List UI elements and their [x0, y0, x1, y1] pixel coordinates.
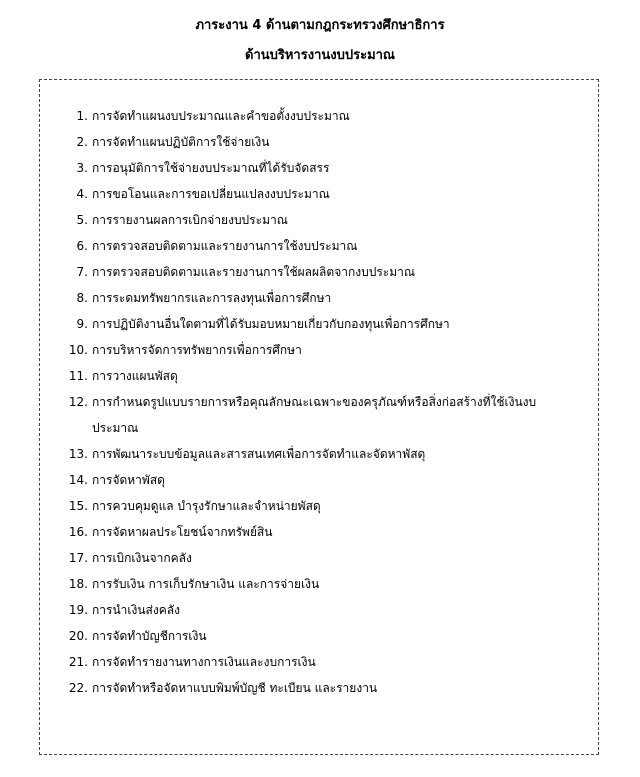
list-item — [60, 207, 580, 233]
item-text: การจัดทำแผนงบประมาณและคำขอตั้งงบประมาณ — [92, 109, 350, 123]
item-text: การอนุมัติการใช้จ่ายงบประมาณที่ได้รับจัดสรร — [92, 161, 330, 175]
list-item — [60, 623, 580, 649]
item-text: การควบคุมดูแล บำรุงรักษาและจำหน่ายพัสดุ — [92, 499, 321, 513]
list-item — [60, 467, 580, 493]
page-title: ภาระงาน 4 ด้านตามกฎกระทรวงศึกษาธิการ — [195, 18, 445, 33]
item-number: 2. — [76, 135, 88, 149]
item-text: การพัฒนาระบบข้อมูลและสารสนเทศเพื่อการจัดทำและจัดหาพัสดุ — [92, 447, 426, 461]
item-text: การจัดหาพัสดุ — [92, 473, 165, 487]
item-number: 20. — [68, 629, 88, 643]
item-text: การกำหนดรูปแบบรายการหรือคุณลักษณะเฉพาะของครุภัณฑ์หรือสิ่งก่อสร้างที่ใช้เงินงบประมาณ — [92, 395, 537, 435]
item-text: การตรวจสอบติดตามและรายงานการใช้งบประมาณ — [92, 239, 358, 253]
list-item — [60, 155, 580, 181]
item-text: การจัดทำแผนปฏิบัติการใช้จ่ายเงิน — [92, 135, 270, 149]
list-item — [60, 181, 580, 207]
list-item — [60, 363, 580, 389]
item-number: 7. — [76, 265, 88, 279]
item-number: 13. — [68, 447, 88, 461]
list-item — [60, 571, 580, 597]
item-number: 11. — [68, 369, 88, 383]
task-list — [60, 103, 580, 701]
list-item — [60, 493, 580, 519]
item-text: การปฏิบัติงานอื่นใดตามที่ได้รับมอบหมายเกี่ยวกับกองทุนเพื่อการศึกษา — [92, 317, 450, 331]
item-number: 19. — [68, 603, 88, 617]
list-item — [60, 649, 580, 675]
item-text: การรายงานผลการเบิกจ่ายงบประมาณ — [92, 213, 288, 227]
item-text: การจัดทำหรือจัดหาแบบพิมพ์บัญชี ทะเบียน และรายงาน — [92, 681, 378, 695]
item-number: 16. — [68, 525, 88, 539]
list-item — [60, 545, 580, 571]
list-item — [60, 129, 580, 155]
item-number: 15. — [68, 499, 88, 513]
list-item — [60, 597, 580, 623]
item-number: 6. — [76, 239, 88, 253]
item-number: 22. — [68, 681, 88, 695]
item-text: การเบิกเงินจากคลัง — [92, 551, 192, 565]
list-item — [60, 233, 580, 259]
list-item — [60, 103, 580, 129]
item-number: 12. — [68, 395, 88, 409]
item-text: การนำเงินส่งคลัง — [92, 603, 180, 617]
item-number: 17. — [68, 551, 88, 565]
list-item — [60, 259, 580, 285]
item-number: 9. — [76, 317, 88, 331]
item-text: การระดมทรัพยากรและการลงทุนเพื่อการศึกษา — [92, 291, 332, 305]
item-number: 5. — [76, 213, 88, 227]
item-number: 18. — [68, 577, 88, 591]
item-number: 10. — [68, 343, 88, 357]
item-text: การวางแผนพัสดุ — [92, 369, 178, 383]
item-number: 1. — [76, 109, 88, 123]
item-number: 3. — [76, 161, 88, 175]
item-text: การจัดทำบัญชีการเงิน — [92, 629, 207, 643]
item-number: 8. — [76, 291, 88, 305]
list-item — [60, 389, 580, 441]
list-item — [60, 519, 580, 545]
list-item — [60, 311, 580, 337]
list-item — [60, 675, 580, 701]
item-text: การจัดหาผลประโยชน์จากทรัพย์สิน — [92, 525, 273, 539]
list-item — [60, 441, 580, 467]
list-item — [60, 337, 580, 363]
item-number: 21. — [68, 655, 88, 669]
item-text: การตรวจสอบติดตามและรายงานการใช้ผลผลิตจากงบประมาณ — [92, 265, 415, 279]
item-text: การบริหารจัดการทรัพยากรเพื่อการศึกษา — [92, 343, 302, 357]
item-text: การขอโอนและการขอเปลี่ยนแปลงงบประมาณ — [92, 187, 330, 201]
list-item — [60, 285, 580, 311]
item-text: การรับเงิน การเก็บรักษาเงิน และการจ่ายเงิน — [92, 577, 320, 591]
item-number: 4. — [76, 187, 88, 201]
page-subtitle: ด้านบริหารงานงบประมาณ — [245, 48, 395, 63]
item-number: 14. — [68, 473, 88, 487]
item-text: การจัดทำรายงานทางการเงินและงบการเงิน — [92, 655, 316, 669]
